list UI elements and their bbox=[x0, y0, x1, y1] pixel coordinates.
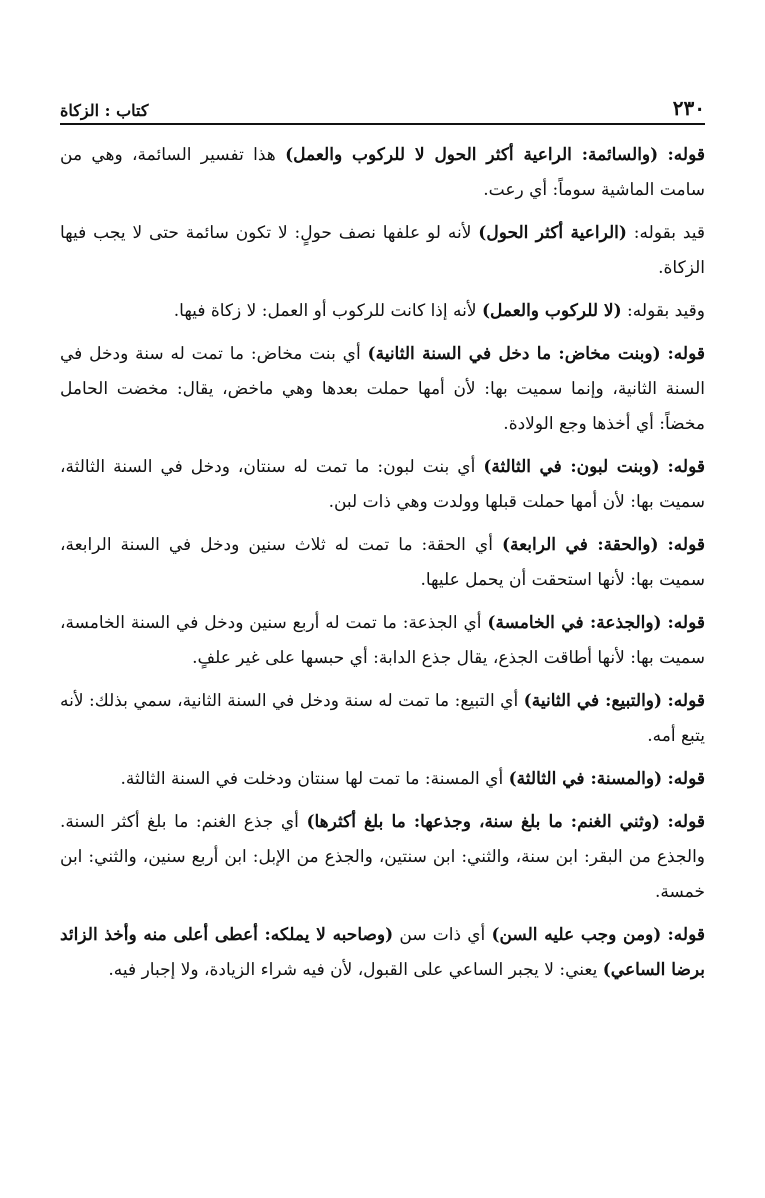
matn-quote: (وصاحبه لا يملكه: أعطى أعلى منه وأخذ الزائد برضا الساعي) bbox=[60, 925, 705, 980]
qawl-label: قوله: bbox=[667, 613, 705, 633]
page-header bbox=[60, 90, 705, 125]
matn-quote: (والجذعة: في الخامسة) bbox=[487, 613, 662, 633]
commentary: أي الجذعة: ما تمت له أربع سنين ودخل في السنة الخامسة، سميت بها: لأنها أطاقت الجذع، يقال جذع الدابة: أي حبسها على غير علفٍ. bbox=[60, 613, 705, 668]
qawl-label: قوله: bbox=[667, 769, 705, 789]
commentary: أي بنت مخاض: ما تمت له سنة ودخل في السنة الثانية، وإنما سميت بها: لأن أمها حملت بعدها وهي ماخض، يقال: مخضت الحامل مخضاً: أي أخذها وجع الولادة. bbox=[60, 344, 705, 434]
qawl-label: قوله: bbox=[667, 145, 706, 165]
qawl-label: قوله: bbox=[667, 535, 705, 555]
paragraph bbox=[60, 450, 705, 520]
commentary-lead: قيد بقوله: bbox=[626, 223, 706, 243]
paragraph bbox=[60, 606, 705, 676]
paragraph bbox=[60, 294, 705, 329]
matn-quote: (ومن وجب عليه السن) bbox=[491, 925, 662, 945]
page-body bbox=[60, 138, 705, 996]
matn-quote: (وبنت مخاض: ما دخل في السنة الثانية) bbox=[367, 344, 661, 364]
qawl-label: قوله: bbox=[667, 925, 705, 945]
matn-quote: (والتبيع: في الثانية) bbox=[523, 691, 663, 711]
matn-quote: (وثني الغنم: ما بلغ سنة، وجذعها: ما بلغ أكثرها) bbox=[306, 812, 660, 832]
commentary: لأنه إذا كانت للركوب أو العمل: لا زكاة فيها. bbox=[173, 301, 482, 321]
qawl-label: قوله: bbox=[667, 812, 705, 832]
matn-quote: (الراعية أكثر الحول) bbox=[478, 223, 627, 243]
paragraph bbox=[60, 216, 705, 286]
paragraph bbox=[60, 138, 705, 208]
matn-quote: (وبنت لبون: في الثالثة) bbox=[483, 457, 660, 477]
matn-quote: (لا للركوب والعمل) bbox=[481, 301, 622, 321]
commentary: أي جذع الغنم: ما بلغ أكثر السنة. والجذع من البقر: ابن سنة، والثني: ابن سنتين، والجذع من الإبل: ابن أربع سنين، والثني: ابن خمسة. bbox=[60, 812, 705, 902]
paragraph bbox=[60, 918, 705, 988]
commentary: لأنه لو علفها نصف حولٍ: لا تكون سائمة حتى لا يجب فيها الزكاة. bbox=[60, 223, 705, 278]
paragraph bbox=[60, 805, 705, 910]
commentary-lead: وقيد بقوله: bbox=[621, 301, 705, 321]
qawl-label: قوله: bbox=[667, 691, 706, 711]
paragraph bbox=[60, 337, 705, 442]
matn-quote: (والمسنة: في الثالثة) bbox=[508, 769, 663, 789]
commentary: أي الحقة: ما تمت له ثلاث سنين ودخل في السنة الرابعة، سميت بها: لأنها استحقت أن يحمل عليها. bbox=[60, 535, 705, 590]
page-number: ٢٣٠ bbox=[672, 96, 705, 120]
commentary: هذا تفسير السائمة، وهي من سامت الماشية سوماً: أي رعت. bbox=[60, 145, 705, 200]
paragraph bbox=[60, 528, 705, 598]
paragraph bbox=[60, 684, 705, 754]
qawl-label: قوله: bbox=[667, 344, 706, 364]
qawl-label: قوله: bbox=[667, 457, 706, 477]
running-title: كتاب : الزكاة bbox=[60, 101, 149, 120]
commentary: أي المسنة: ما تمت لها سنتان ودخلت في السنة الثالثة. bbox=[120, 769, 509, 789]
commentary-mid: أي ذات سن bbox=[393, 925, 492, 945]
commentary: أي التبيع: ما تمت له سنة ودخل في السنة الثانية، سمي بذلك: لأنه يتبع أمه. bbox=[60, 691, 705, 746]
matn-quote: (والسائمة: الراعية أكثر الحول لا للركوب والعمل) bbox=[285, 145, 659, 165]
commentary: أي بنت لبون: ما تمت له سنتان، ودخل في السنة الثالثة، سميت بها: لأن أمها حملت قبلها وولدت وهي ذات لبن. bbox=[60, 457, 705, 512]
commentary: يعني: لا يجبر الساعي على القبول، لأن فيه شراء الزيادة، ولا إجبار فيه. bbox=[108, 960, 603, 980]
matn-quote: (والحقة: في الرابعة) bbox=[501, 535, 659, 555]
paragraph bbox=[60, 762, 705, 797]
